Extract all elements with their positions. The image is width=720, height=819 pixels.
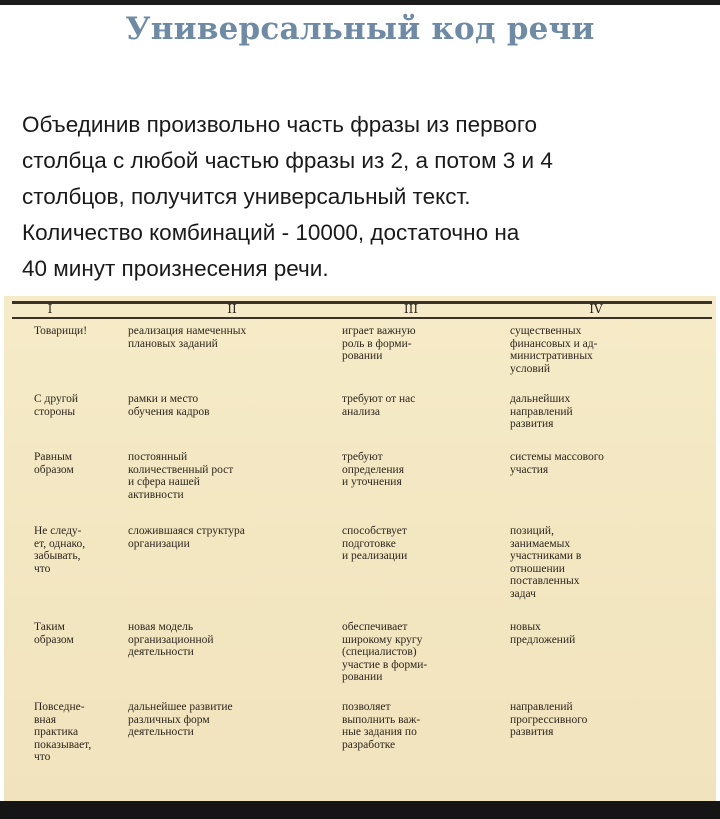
table-cell (342, 325, 416, 363)
cell-line: различных форм (128, 713, 210, 726)
table-cell (34, 325, 87, 338)
cell-line: позиций, (510, 525, 554, 537)
cell-line: финансовых и ад- (510, 337, 598, 350)
table-cell (342, 621, 427, 684)
cell-line: условий (510, 362, 551, 375)
cell-line: ные задания по (342, 726, 417, 738)
cell-line: разработке (342, 738, 396, 751)
cell-line: анализа (342, 405, 381, 418)
cell-line: новых (510, 621, 541, 633)
cell-line: Товарищи! (34, 325, 88, 337)
cell-line: активности (128, 488, 184, 501)
cell-line: требуют от нас (342, 393, 416, 405)
cell-line: показывает, (34, 738, 92, 751)
table-top-rule (12, 301, 712, 304)
cell-line: направлений (510, 701, 573, 713)
column-header-3: III (403, 302, 419, 316)
cell-line: участниками в (510, 550, 582, 562)
cell-line: подготовке (342, 537, 396, 550)
intro-line: Количество комбинаций - 10000, достаточно на (22, 220, 520, 245)
cell-line: образом (34, 463, 74, 476)
cell-line: прогрессивного (510, 713, 588, 726)
cell-line: определения (342, 463, 405, 476)
cell-line: количественный рост (128, 463, 234, 476)
cell-line: министративных (510, 350, 593, 362)
top-border (0, 0, 720, 5)
table-cell (34, 451, 74, 476)
cell-line: участие в форми- (342, 658, 428, 671)
table-cell (510, 525, 581, 600)
table-cell (342, 393, 415, 418)
cell-line: и реализации (342, 550, 408, 562)
cell-line: забывать, (34, 550, 81, 562)
cell-line: что (34, 751, 51, 763)
table-cell (510, 451, 604, 476)
table-cell (510, 325, 597, 375)
cell-line: играет важную (342, 325, 416, 337)
table-cell (34, 701, 91, 764)
cell-line: ровании (342, 671, 383, 683)
cell-line: деятельности (128, 646, 194, 658)
column-header-2: II (227, 302, 237, 316)
cell-line: Таким (34, 621, 65, 633)
table-cell (342, 451, 404, 489)
cell-line: дальнейшее развитие (128, 701, 233, 713)
bottom-border (0, 801, 720, 819)
cell-line: обучения кадров (128, 405, 210, 418)
cell-line: что (34, 562, 51, 575)
scanned-table-image (4, 296, 716, 802)
cell-line: направлений (510, 405, 573, 418)
cell-line: выполнить важ- (342, 713, 421, 726)
table-cell (34, 525, 85, 575)
cell-line: предложений (510, 633, 576, 646)
cell-line: новая модель (128, 621, 194, 633)
cell-line: (специалистов) (342, 646, 417, 658)
cell-line: обеспечивает (342, 621, 408, 633)
intro-line: столбца с любой частью фразы из 2, а потом 3 и 4 (22, 148, 553, 173)
cell-line: Не следу- (34, 525, 82, 537)
cell-line: деятельности (128, 726, 194, 738)
cell-line: и уточнения (342, 476, 402, 488)
cell-line: роль в форми- (342, 337, 412, 350)
table-cell (510, 621, 575, 646)
cell-line: отношении (510, 562, 565, 575)
cell-line: постоянный (128, 451, 188, 463)
table-cell (510, 701, 587, 739)
table-cell (128, 525, 245, 550)
cell-line: развития (510, 418, 554, 430)
intro-line: Объединив произвольно часть фразы из первого (22, 112, 538, 137)
cell-line: организации (128, 537, 190, 550)
cell-line: стороны (34, 405, 76, 418)
cell-line: широкому кругу (342, 633, 423, 646)
table-cell (342, 525, 407, 563)
cell-line: ровании (342, 350, 383, 362)
column-header-1: I (47, 302, 53, 316)
cell-line: сложившаяся структура (128, 525, 245, 537)
cell-line: позволяет (342, 701, 391, 713)
cell-line: вная (34, 713, 56, 726)
column-header-4: IV (589, 302, 603, 316)
cell-line: образом (34, 633, 74, 646)
cell-line: рамки и место (128, 393, 199, 405)
cell-line: реализация намеченных (128, 325, 247, 337)
cell-line: практика (34, 726, 79, 738)
cell-line: С другой (34, 393, 79, 405)
cell-line: поставленных (510, 575, 580, 587)
table-cell (128, 701, 233, 739)
table-cell (342, 701, 420, 751)
intro-line: столбцов, получится универсальный текст. (22, 184, 471, 209)
cell-line: плановых заданий (128, 337, 218, 350)
table-cell (510, 393, 573, 431)
cell-line: способствует (342, 525, 407, 537)
cell-line: организационной (128, 633, 214, 646)
cell-line: и сфера нашей (128, 476, 200, 488)
cell-line: задач (510, 587, 536, 600)
table-cell (128, 393, 210, 418)
cell-line: требуют (342, 451, 383, 463)
cell-line: Равным (34, 451, 73, 463)
table-cell (128, 621, 214, 659)
table-header-rule (12, 317, 712, 319)
table-cell (34, 393, 78, 418)
page-title: Универсальный код речи (125, 11, 595, 47)
table-cell (128, 451, 233, 501)
cell-line: существенных (510, 325, 582, 337)
cell-line: Повседне- (34, 701, 85, 713)
cell-line: участия (510, 463, 549, 476)
cell-line: системы массового (510, 451, 604, 463)
intro-paragraph (22, 107, 702, 287)
intro-line: 40 минут произнесения речи. (22, 256, 329, 281)
table-cell (34, 621, 74, 646)
cell-line: ет, однако, (34, 537, 86, 550)
table-cell (128, 325, 246, 350)
cell-line: развития (510, 726, 554, 738)
cell-line: занимаемых (510, 537, 571, 550)
cell-line: дальнейших (510, 393, 571, 405)
